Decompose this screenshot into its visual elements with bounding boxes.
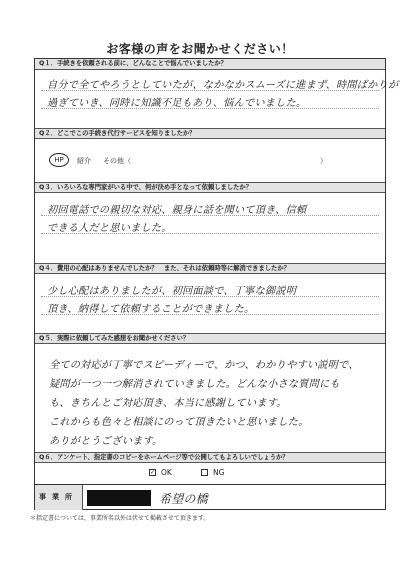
- q4-rule-2: [41, 314, 379, 315]
- q1-answer-line-2: 過ぎていき、同時に知識不足もあり、悩んでいました。: [47, 98, 307, 109]
- q3-question: Q３．いろいろな専門家がいる中で、何が決め手となって依頼しましたか？: [35, 182, 385, 193]
- q5-answer-line-3: も、きちんとご対応頂き、本当に感謝しています。: [49, 398, 287, 409]
- ok-label: OK: [161, 468, 172, 477]
- q4-question: Q４．費用の心配はありませんでしたか？ また、それは依頼時等に解消できましたか？: [35, 263, 385, 274]
- q5-answer-line-2: 疑問が一つ一つ解消されていきました。どんな小さな質問にも: [49, 379, 340, 390]
- intro-option: 紹介: [77, 157, 91, 165]
- q4-answer: [35, 274, 385, 333]
- q6-answer: [35, 463, 385, 484]
- q5-answer-line-1: 全ての対応が丁寧でスピーディーで、かつ、わかりやすい説明で、: [49, 360, 359, 371]
- redacted-block: [87, 490, 151, 506]
- q5-answer-line-5: ありがとうございます。: [49, 436, 163, 447]
- q3-rule-2: [41, 233, 379, 234]
- q4-answer-line-1: 少し心配はありましたが、初回面談で、丁寧な御説明: [47, 286, 297, 297]
- office-name: 希望の橋: [159, 492, 208, 506]
- q5-answer-line-4: これからも色々と相談にのって頂きたいと思いました。: [49, 417, 309, 428]
- q1-rule-1: [41, 90, 379, 91]
- ok-checkbox-checked: ✓: [150, 469, 156, 476]
- ng-checkbox: [201, 469, 208, 476]
- other-option: その他（: [103, 157, 131, 165]
- q1-rule-2: [41, 108, 379, 109]
- q3-rule-1: [41, 215, 379, 216]
- ng-label: NG: [213, 468, 225, 477]
- survey-title: お客様の声をお聞かせください！: [106, 42, 294, 56]
- q5-answer: [35, 344, 385, 464]
- q2-answer: [35, 139, 385, 182]
- other-option-close: ）: [320, 157, 327, 165]
- q1-answer-line-1: 自分で全てやろうとしていたが、なかなかスムーズに進まず、時間ばかりが: [47, 80, 399, 91]
- q3-answer: [35, 193, 385, 263]
- office-label: 事業所: [35, 485, 83, 510]
- office-row: [35, 484, 385, 510]
- survey-form: [34, 58, 399, 510]
- footnote: ＊指定書については、事業所名以外は伏せて掲載させて頂きます。: [30, 515, 210, 522]
- q1-question: Q１．手続きを依頼される前に、どんなことで悩んでいましたか？: [35, 59, 385, 70]
- hp-option-circled: HP: [49, 153, 69, 167]
- q4-answer-line-2: 頂き、納得して依頼することができました。: [47, 304, 255, 315]
- q3-answer-line-1: 初回電話での親切な対応、親身に話を聞いて頂き、信頼: [47, 205, 307, 216]
- q2-question: Q２．どこでこの手続き代行サービスを知りましたか？: [35, 128, 385, 139]
- q6-question: Q６．アンケート、指定書のコピーをホームページ等で公開してもよろしいでしょうか？: [35, 452, 385, 463]
- q4-rule-1: [41, 296, 379, 297]
- q1-answer: [35, 70, 399, 128]
- q3-answer-line-2: できる人だと思いました。: [47, 223, 172, 234]
- q5-question: Q５．実際に依頼してみた感想をお聞かせください？: [35, 333, 385, 344]
